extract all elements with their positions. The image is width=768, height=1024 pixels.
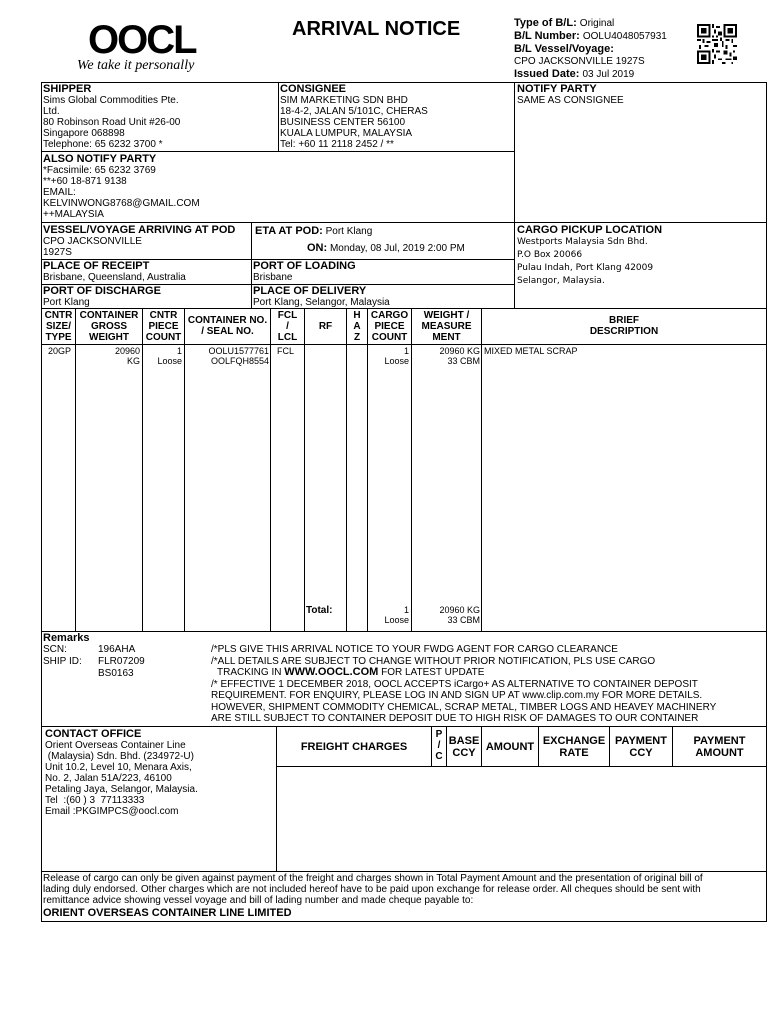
contact-office-label: CONTACT OFFICE: [45, 728, 142, 740]
bl-issued-label: Issued Date:: [514, 68, 580, 80]
col-header-rf: RF: [318, 321, 333, 332]
shipper-line: 80 Robinson Road Unit #26-00: [43, 117, 181, 128]
vessel-line: CPO JACKSONVILLE: [43, 236, 142, 247]
ship-id-label: SHIP ID:: [43, 656, 82, 667]
place-of-delivery-label: PLACE OF DELIVERY: [253, 285, 367, 297]
remarks-label: Remarks: [43, 632, 90, 644]
cell-container-no: OOLU1577761 OOLFQH8554: [208, 346, 269, 366]
also-notify-line: EMAIL:: [43, 187, 76, 198]
col-header-piece-count: CNTR PIECE COUNT: [145, 310, 182, 343]
remarks-text: /*PLS GIVE THIS ARRIVAL NOTICE TO YOUR FWDG AGENT FOR CARGO CLEARANCE /*ALL DETAILS ARE SUBJECT TO CHANGE WITHOUT PRIOR NOTIFICATION, PLS USE CARGO TRACKING IN WWW.OOCL.COM FOR LATEST UPDATE /* EFFECTIVE 1 DECEMBER 2018, OOCL ACCEPTS iCargo+ AS ALTERNATIVE TO CONTAINER DEPOSIT REQUIREMENT. FOR ENQUIRY, PLEASE LOG IN AND SIGN UP AT www.clip.com.my FOR MORE DETAILS. HOWEVER, SHIPMENT COMMODITY CHEMICAL, SCRAP METAL, TIMBER LOGS AND HEAVEY MACHINERY ARE STILL SUBJECT TO CONTAINER DEPOSIT DUE TO HIGH RISK OF DAMAGES TO OUR CONTAINER: [211, 644, 765, 725]
oocl-logo: [88, 20, 213, 60]
remarks-line: /*ALL DETAILS ARE SUBJECT TO CHANGE WITHOUT PRIOR NOTIFICATION, PLS USE CARGO: [211, 655, 656, 667]
cell-cargo-piece: 1 Loose: [384, 346, 409, 366]
also-notify-block: [43, 153, 513, 220]
consignee-label: CONSIGNEE: [280, 83, 347, 95]
col-header-gross-weight: CONTAINER GROSS WEIGHT: [79, 310, 139, 343]
shipper-line: Ltd.: [43, 106, 60, 117]
port-of-discharge-value: Port Klang: [43, 297, 90, 308]
release-terms-line: remittance advice showing vessel voyage and bill of lading number and made cheque payable to:: [43, 895, 474, 906]
total-label: Total:: [306, 605, 333, 616]
also-notify-line: KELVINWONG8768@GMAIL.COM: [43, 198, 200, 209]
cargo-pickup-label: CARGO PICKUP LOCATION: [517, 224, 663, 236]
consignee-line: BUSINESS CENTER 56100: [280, 117, 406, 128]
bl-info: [514, 17, 694, 81]
total-weight: 20960 KG 33 CBM: [439, 605, 480, 625]
shipper-label: SHIPPER: [43, 83, 92, 95]
port-of-loading: [253, 260, 513, 283]
col-header-haz: H A Z: [353, 310, 361, 343]
bl-number-value: OOLU4048057931: [582, 31, 667, 42]
logo-brand-text: OOCL: [88, 20, 196, 58]
col-header-pc: P / C: [435, 729, 443, 762]
cargo-pickup-line: Pulau Indah, Port Klang 42009: [517, 263, 654, 273]
cargo-pickup-block: [517, 224, 765, 288]
col-header-fcl-lcl: FCL / LCL: [277, 310, 298, 343]
col-header-cargo-piece: CARGO PIECE COUNT: [370, 310, 409, 343]
cargo-pickup-line: Selangor, Malaysia.: [517, 276, 605, 286]
contact-office-block: [45, 728, 275, 817]
contact-office-line: Unit 10.2, Level 10, Menara Axis,: [45, 762, 192, 773]
col-header-freight-charges: FREIGHT CHARGES: [300, 741, 408, 753]
vessel-block: [43, 224, 250, 258]
bl-type-label: Type of B/L:: [514, 17, 577, 29]
port-of-discharge: [43, 285, 250, 308]
shipper-line: Singapore 068898: [43, 128, 125, 139]
consignee-block: [280, 83, 513, 150]
qr-code-icon: [697, 24, 737, 64]
payee-company: ORIENT OVERSEAS CONTAINER LINE LIMITED: [43, 907, 292, 919]
consignee-line: 18-4-2, JALAN 5/101C, CHERAS: [280, 106, 428, 117]
total-piece: 1 Loose: [384, 605, 409, 625]
cell-gross-weight: 20960 KG: [114, 346, 140, 366]
vessel-label: VESSEL/VOYAGE ARRIVING AT POD: [43, 224, 236, 236]
also-notify-line: ++MALAYSIA: [43, 209, 104, 220]
consignee-line: KUALA LUMPUR, MALAYSIA: [280, 128, 413, 139]
cell-description: MIXED METAL SCRAP: [484, 346, 578, 356]
col-header-size-type: CNTR SIZE/ TYPE: [44, 310, 73, 343]
eta-on-label: ON:: [307, 242, 328, 254]
bl-vessel-value: CPO JACKSONVILLE 1927S: [514, 56, 645, 67]
contact-office-line: (Malaysia) Sdn. Bhd. (234972-U): [45, 751, 194, 762]
cargo-pickup-line: Westports Malaysia Sdn Bhd.: [517, 237, 648, 247]
vessel-line: 1927S: [43, 247, 72, 258]
ship-id-value: FLR07209: [98, 656, 145, 667]
oocl-website-link[interactable]: WWW.OOCL.COM: [284, 666, 379, 678]
eta-block: [255, 225, 513, 254]
remarks-block: [43, 632, 765, 644]
scn-label: SCN:: [43, 644, 67, 655]
also-notify-line: **+60 18-871 9138: [43, 176, 127, 187]
cell-piece-count: 1 Loose: [157, 346, 182, 366]
cargo-pickup-line: P.O Box 20066: [517, 250, 583, 260]
port-of-loading-value: Brisbane: [253, 272, 293, 283]
shipper-line: Sims Global Commodities Pte.: [43, 95, 179, 106]
col-header-exchange-rate: EXCHANGE RATE: [542, 735, 606, 759]
scn-value: 196AHA: [98, 644, 136, 655]
release-terms: [43, 873, 765, 919]
contact-office-line: Petaling Jaya, Selangor, Malaysia.: [45, 784, 198, 795]
bl-vessel-label: B/L Vessel/Voyage:: [514, 43, 614, 55]
remarks-line: /* EFFECTIVE 1 DECEMBER 2018, OOCL ACCEPTS iCargo+ AS ALTERNATIVE TO CONTAINER DEPOSIT: [211, 678, 698, 690]
contact-office-line: Tel :(60 ) 3 77113333: [45, 795, 145, 806]
contact-office-line: Email :PKGIMPCS@oocl.com: [45, 806, 179, 817]
release-terms-line: Release of cargo can only be given against payment of the freight and charges shown in Total Payment Amount and the presentation of original bill of: [43, 873, 703, 884]
cell-weight-measure: 20960 KG 33 CBM: [439, 346, 480, 366]
notify-party-line: SAME AS CONSIGNEE: [517, 95, 624, 106]
remarks-line: TRACKING IN: [217, 667, 285, 678]
place-of-delivery: [253, 285, 513, 308]
remarks-line: /*PLS GIVE THIS ARRIVAL NOTICE TO YOUR FWDG AGENT FOR CARGO CLEARANCE: [211, 644, 618, 655]
place-of-receipt: [43, 260, 250, 283]
contact-office-line: Orient Overseas Container Line: [45, 740, 186, 751]
eta-port: Port Klang: [325, 226, 373, 237]
page-title: ARRIVAL NOTICE: [292, 18, 461, 40]
cell-fcl-lcl: FCL: [277, 346, 295, 356]
col-header-payment-amount: PAYMENT AMOUNT: [693, 735, 746, 759]
contact-office-line: No. 2, Jalan 51A/223, 46100: [45, 773, 172, 784]
consignee-line: SIM MARKETING SDN BHD: [280, 95, 408, 106]
consignee-line: Tel: +60 11 2118 2452 / **: [280, 139, 394, 150]
shipper-block: [43, 83, 277, 150]
col-header-weight-measure: WEIGHT / MEASURE MENT: [421, 310, 472, 343]
col-header-payment-ccy: PAYMENT CCY: [615, 735, 667, 759]
port-of-loading-label: PORT OF LOADING: [253, 260, 356, 272]
place-of-receipt-value: Brisbane, Queensland, Australia: [43, 272, 186, 283]
release-terms-line: lading duly endorsed. Other charges which are not included hereof have to be paid upon exchange for release order. All cheques should be sent with: [43, 884, 701, 895]
ship-id-value-2: BS0163: [98, 668, 134, 679]
col-header-base-ccy: BASE CCY: [448, 735, 480, 759]
port-of-discharge-label: PORT OF DISCHARGE: [43, 285, 161, 297]
place-of-delivery-value: Port Klang, Selangor, Malaysia: [253, 297, 390, 308]
also-notify-line: *Facsimile: 65 6232 3769: [43, 165, 156, 176]
col-header-container-no: CONTAINER NO. / SEAL NO.: [187, 315, 268, 337]
cell-size-type: 20GP: [48, 346, 72, 356]
eta-label: ETA AT POD:: [255, 225, 323, 237]
remarks-line: REQUIREMENT. FOR ENQUIRY, PLEASE LOG IN AND SIGN UP AT www.clip.com.my FOR MORE DETAILS.: [211, 690, 703, 701]
shipper-line: Telephone: 65 6232 3700 *: [43, 139, 163, 150]
col-header-description: BRIEF DESCRIPTION: [589, 315, 659, 337]
bl-issued-value: 03 Jul 2019: [582, 69, 635, 80]
place-of-receipt-label: PLACE OF RECEIPT: [43, 260, 150, 272]
notify-party-label: NOTIFY PARTY: [517, 83, 597, 95]
notify-party-block: [517, 83, 765, 106]
bl-type-value: Original: [579, 18, 615, 29]
bl-number-label: B/L Number:: [514, 30, 580, 42]
eta-on-value: Monday, 08 Jul, 2019 2:00 PM: [329, 243, 465, 254]
oocl-logo-mark: [88, 20, 213, 58]
remarks-line: ARE STILL SUBJECT TO CONTAINER DEPOSIT DUE TO HIGH RISK OF DAMAGES TO OUR CONTAINER: [211, 713, 699, 724]
remarks-line: HOWEVER, SHIPMENT COMMODITY CHEMICAL, SCRAP METAL, TIMBER LOGS AND HEAVEY MACHINERY: [211, 701, 717, 713]
also-notify-label: ALSO NOTIFY PARTY: [43, 153, 157, 165]
col-header-amount: AMOUNT: [485, 741, 535, 753]
logo-tagline: We take it personally: [77, 58, 195, 73]
